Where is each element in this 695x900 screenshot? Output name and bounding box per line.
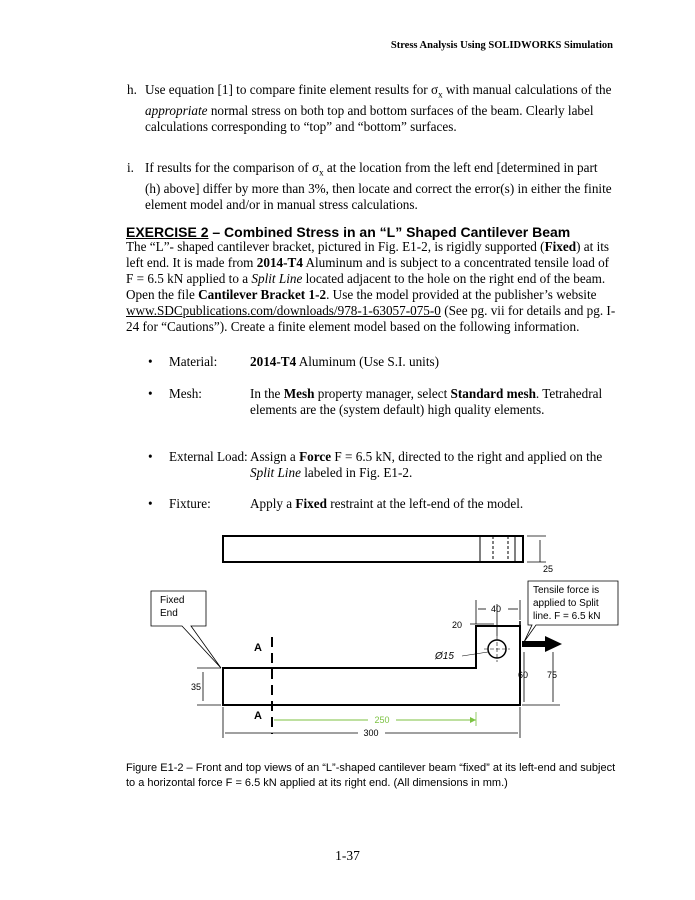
list-item-h: h. Use equation [1] to compare finite element results for $\sigma_x$ with manual calculations of the appropriate normal stress on both top and bottom surfaces of the beam. Clearly label calculations corresponding to “top” and “bottom” surfaces. <box>127 82 612 134</box>
section-line-a <box>254 637 272 734</box>
dim-40: 40 <box>491 604 502 614</box>
svg-text:applied to Split: applied to Split <box>533 598 599 609</box>
dim-250-group <box>274 712 476 726</box>
page-number: 1-37 <box>335 848 360 863</box>
dim-35: 35 <box>190 682 202 692</box>
bullet-dot: • <box>148 496 153 511</box>
bullet-dot: • <box>148 449 153 464</box>
dim-300: 300 <box>363 728 379 738</box>
item-label: i. <box>127 160 134 175</box>
publisher-link[interactable]: www.SDCpublications.com/downloads/978-1-63057-075-0 <box>126 303 441 318</box>
bullet-dot: • <box>148 354 153 369</box>
section-label-a-top: A <box>254 642 262 654</box>
exercise-paragraph: The “L”- shaped cantilever bracket, pictured in Fig. E1-2, is rigidly supported (Fixed) at its left end. It is made from 2014-T4 Aluminum and is subject to a concentrated tensile load of F = 6.5 kN applied to a Split Line located adjacent to the hole on the right end of the beam. Open the file Cantilever Bracket 1-2. Use the model provided at the publisher’s website www.SDCpublications.com/downloads/978-1-63057-075-0 (See pg. vii for details and pg. I-24 for “Cautions”). Create a finite element model based on the following information. <box>126 239 616 334</box>
exercise-title: EXERCISE 2 – Combined Stress in an “L” Shaped Cantilever Beam <box>126 224 571 240</box>
callout-tensile-force <box>524 581 618 642</box>
svg-text:End: End <box>160 608 178 619</box>
dim-75: 75 <box>547 670 558 680</box>
dim-25: 25 <box>543 564 554 574</box>
dim-hole-diameter: Ø15 <box>435 651 454 662</box>
running-header: Stress Analysis Using SOLIDWORKS Simulation <box>390 40 613 51</box>
dim-60: 60 <box>518 670 529 680</box>
list-item-i: i. If results for the comparison of $\sigma_x$ at the location from the left end [determined in part (h) above] differ by more than 3%, then locate and correct the error(s) in either the finite element model and/or in manual stress calculations. <box>127 160 612 212</box>
callout-fixed-end <box>151 591 221 668</box>
top-view <box>223 536 553 574</box>
bullet-dot: • <box>148 386 153 401</box>
dim-300-group <box>223 707 520 738</box>
section-label-a-bottom: A <box>254 710 262 722</box>
dim-35-group <box>191 668 221 705</box>
svg-text:Fixed: Fixed <box>160 595 185 606</box>
front-view <box>223 621 562 705</box>
dim-20: 20 <box>452 620 463 630</box>
svg-text:Tensile force is: Tensile force is <box>533 585 600 596</box>
svg-text:line. F = 6.5 kN: line. F = 6.5 kN <box>533 611 601 622</box>
dim-250: 250 <box>374 715 390 725</box>
figure-caption: Figure E1-2 – Front and top views of an “L”-shaped cantilever beam “fixed” at its left-end and subject to a horizontal force F = 6.5 kN applied at its right end. (All dimensions in mm.) <box>126 762 616 789</box>
item-label: h. <box>127 82 137 97</box>
dim-60-75-group <box>518 652 560 705</box>
